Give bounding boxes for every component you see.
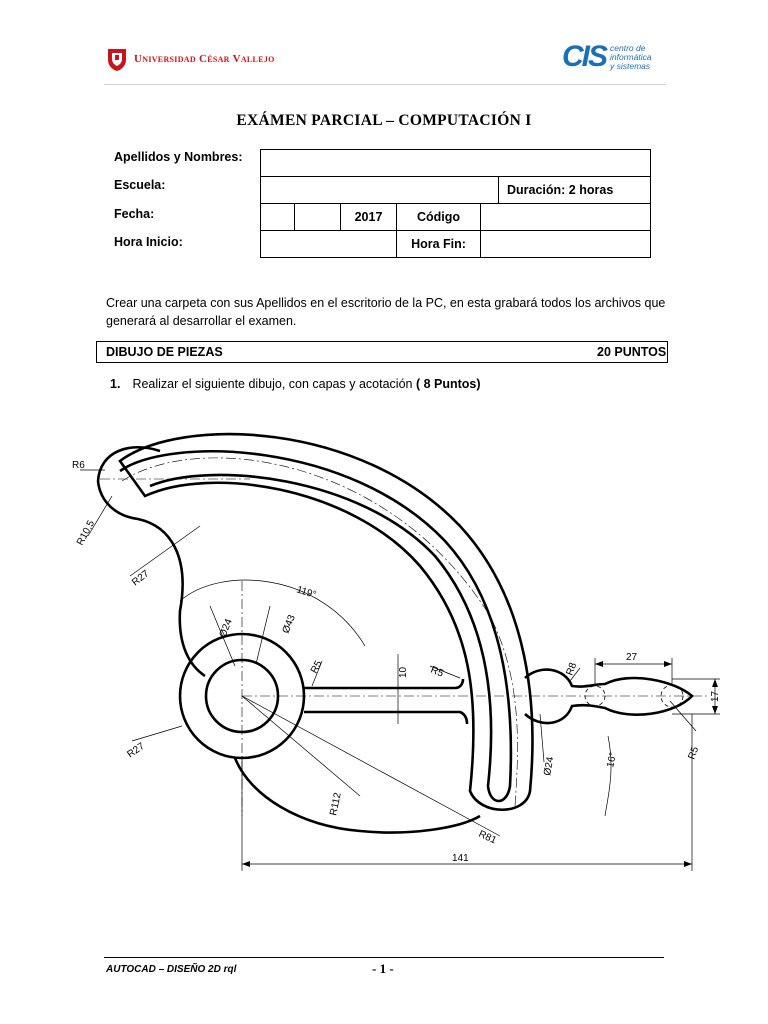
label-name: Apellidos y Nombres:	[114, 150, 243, 164]
dim-r112: R112	[328, 791, 344, 817]
dim-angle-119: 119°	[295, 584, 318, 602]
instructions-text: Crear una carpeta con sus Apellidos en el escritorio de la PC, en esta grabará todos los archivos que generará al desarrollar el examen.	[106, 296, 666, 328]
dim-r8: R8	[564, 661, 580, 678]
dim-r5-right: R5	[428, 664, 445, 680]
label-start-time: Hora Inicio:	[114, 235, 183, 249]
label-school: Escuela:	[114, 178, 166, 192]
section-points: 20 PUNTOS	[597, 345, 667, 359]
question-points: ( 8 Puntos)	[415, 377, 481, 391]
label-date: Fecha:	[114, 207, 155, 221]
dimension-labels	[72, 460, 721, 864]
dim-d43: Ø43	[280, 613, 298, 636]
question-text: Realizar el siguiente dibujo, con capas y acotación	[132, 377, 416, 391]
dim-angle-16: 16°	[605, 751, 620, 769]
cis-wordmark: CIS	[562, 40, 607, 73]
end-time-field[interactable]	[481, 231, 651, 258]
dim-seventeen: 17	[710, 690, 721, 702]
header-divider	[104, 84, 666, 85]
school-field[interactable]	[261, 177, 499, 204]
dim-r6: R6	[72, 460, 85, 471]
date-month-field[interactable]	[295, 204, 341, 231]
duration-cell: Duración: 2 horas	[499, 177, 651, 204]
section-title: DIBUJO DE PIEZAS	[106, 345, 223, 359]
start-time-field[interactable]	[261, 231, 397, 258]
footer-divider	[104, 957, 664, 958]
page-number: - 1 -	[372, 961, 394, 976]
dim-r5-tip: R5	[686, 745, 702, 762]
question-number: 1.	[110, 377, 121, 391]
end-time-label: Hora Fin:	[397, 231, 481, 258]
exam-title: EXÁMEN PARCIAL – COMPUTACIÓN I	[236, 112, 532, 129]
technical-drawing	[60, 396, 721, 886]
name-field[interactable]	[261, 150, 651, 177]
dim-d24-right: Ø24	[542, 755, 557, 777]
center-lines	[100, 458, 710, 816]
code-label: Código	[397, 204, 481, 231]
dim-r10-5: R10,5	[74, 518, 98, 548]
dim-twenty-seven: 27	[626, 652, 638, 663]
code-field[interactable]	[481, 204, 651, 231]
question-1	[110, 377, 481, 391]
dim-d24-left: Ø24	[217, 617, 235, 640]
cis-tagline: centro de informática y sistemas	[610, 42, 652, 71]
footer-course: AUTOCAD – DISEÑO 2D rql	[106, 964, 237, 975]
dim-r27-top: R27	[130, 568, 152, 589]
university-name: Universidad César Vallejo	[134, 53, 275, 65]
part-outline	[98, 434, 692, 832]
date-year: 2017	[341, 204, 397, 231]
dim-ten: 10	[398, 666, 409, 678]
date-day-field[interactable]	[261, 204, 295, 231]
dim-one-forty-one: 141	[452, 853, 469, 864]
dim-r81: R81	[476, 828, 499, 847]
cis-logo	[562, 42, 652, 72]
dim-r27-bottom: R27	[125, 740, 147, 761]
section-header	[96, 341, 668, 363]
student-info-table	[260, 149, 651, 258]
ucv-shield-icon	[106, 46, 128, 72]
dim-r5-left: R5	[308, 658, 325, 676]
ucv-logo	[106, 46, 275, 72]
